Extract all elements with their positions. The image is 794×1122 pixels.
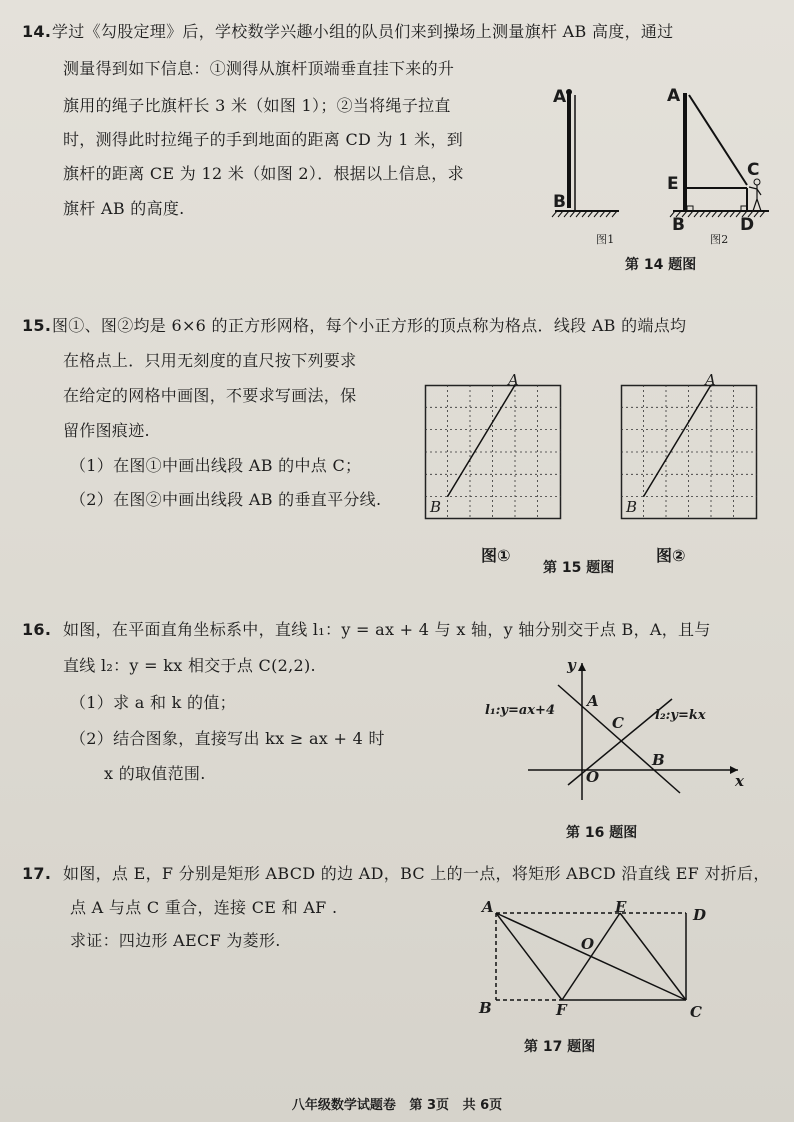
segment-EC xyxy=(620,913,686,1000)
q17-label-O: O xyxy=(581,935,595,953)
q17-line3: 求证：四边形 AECF 为菱形. xyxy=(70,931,281,950)
q15-sub1: （1）在图①中画出线段 AB 的中点 C； xyxy=(70,456,362,475)
segment-AB-2 xyxy=(644,385,712,497)
q15-line4: 留作图痕迹. xyxy=(63,421,150,440)
q14-fig2-diagram xyxy=(665,85,775,225)
q14-line1: 学过《勾股定理》后，学校数学兴趣小组的队员们来到操场上测量旗杆 AB 高度，通过 xyxy=(52,22,674,41)
q17-label-D: D xyxy=(693,906,707,924)
q15-caption: 第 15 题图 xyxy=(543,560,615,576)
q15-number: 15. xyxy=(22,316,52,335)
q15-grid2-label-A: A xyxy=(705,371,716,389)
person-figure xyxy=(749,185,761,211)
q14-fig1-label: 图1 xyxy=(596,233,615,246)
q17-label-C: C xyxy=(690,1003,702,1021)
q14-caption: 第 14 题图 xyxy=(625,257,697,273)
line-l1 xyxy=(558,685,680,793)
q15-fig1-label: 图① xyxy=(481,546,511,565)
q14-number: 14. xyxy=(22,22,52,41)
segment-AF xyxy=(496,913,562,1000)
q14-line2: 测量得到如下信息：①测得从旗杆顶端垂直挂下来的升 xyxy=(63,59,455,78)
q17-number: 17. xyxy=(22,864,52,883)
q14-label-B1: B xyxy=(553,192,566,212)
rope-AC xyxy=(689,95,747,185)
segment-AB-1 xyxy=(448,385,516,497)
q16-sub2: （2）结合图象，直接写出 kx ≥ ax + 4 时 xyxy=(70,729,385,748)
footer-title: 八年级数学试题卷 xyxy=(291,1098,396,1113)
q15-grid2-label-B: B xyxy=(626,498,638,516)
q17-label-A: A xyxy=(482,898,494,916)
q17-line1: 如图，点 E，F 分别是矩形 ABCD 的边 AD，BC 上的一点，将矩形 ABCD 沿直线 EF 对折后， xyxy=(63,864,770,883)
q14-label-D: D xyxy=(740,215,755,235)
q17-caption: 第 17 题图 xyxy=(524,1039,596,1055)
q15-sub2: （2）在图②中画出线段 AB 的垂直平分线. xyxy=(70,490,382,509)
q16-label-B: B xyxy=(652,751,665,769)
q17-line2: 点 A 与点 C 重合，连接 CE 和 AF . xyxy=(70,898,338,917)
q16-line2: 直线 l₂：y = kx 相交于点 C(2,2). xyxy=(63,656,316,675)
q16-l1-label: l₁:y=ax+4 xyxy=(485,703,555,718)
pole-top-point xyxy=(566,89,572,95)
page-footer xyxy=(0,1094,794,1113)
q15-line2: 在格点上．只用无刻度的直尺按下列要求 xyxy=(63,351,357,370)
q14-label-A2: A xyxy=(667,86,681,106)
footer-page: 第 3页 xyxy=(409,1098,449,1113)
q14-line3: 旗用的绳子比旗杆长 3 米（如图 1）；②当将绳子拉直 xyxy=(63,96,451,115)
q15-grid1-label-B: B xyxy=(430,498,442,516)
q16-label-C: C xyxy=(612,714,624,732)
q15-line1: 图①、图②均是 6×6 的正方形网格，每个小正方形的顶点称为格点．线段 AB 的端点均 xyxy=(52,316,687,335)
q14-line5: 旗杆的距离 CE 为 12 米（如图 2）．根据以上信息，求 xyxy=(63,164,464,183)
q14-line6: 旗杆 AB 的高度. xyxy=(63,199,185,218)
q14-line4: 时，测得此时拉绳子的手到地面的距离 CD 为 1 米，到 xyxy=(63,130,463,149)
q14-label-A1: A xyxy=(553,87,567,107)
q16-line1: 如图，在平面直角坐标系中，直线 l₁：y = ax + 4 与 x 轴，y 轴分别交于点 B，A，且与 xyxy=(63,620,711,639)
q15-fig2-label: 图② xyxy=(656,546,686,565)
q14-fig2-label: 图2 xyxy=(710,233,729,246)
q16-label-A: A xyxy=(587,692,599,710)
q14-label-E: E xyxy=(667,174,679,194)
q16-l2-label: l₂:y=kx xyxy=(655,708,706,723)
segment-EF xyxy=(562,913,620,1000)
q17-label-B: B xyxy=(479,999,492,1017)
q15-grid-2 xyxy=(621,385,757,519)
q15-grid1-label-A: A xyxy=(508,371,519,389)
q17-label-F: F xyxy=(556,1001,567,1019)
q16-sub1: （1）求 a 和 k 的值； xyxy=(70,693,236,712)
q14-label-C: C xyxy=(747,160,760,180)
q16-caption: 第 16 题图 xyxy=(566,825,638,841)
q16-graph xyxy=(520,655,750,805)
q16-y-axis-label: y xyxy=(567,656,576,674)
q16-x-axis-label: x xyxy=(735,772,744,790)
footer-total: 共 6页 xyxy=(462,1098,503,1113)
q15-grid-1 xyxy=(425,385,561,519)
q16-number: 16. xyxy=(22,620,52,639)
q17-label-E: E xyxy=(615,898,627,916)
q14-label-B2: B xyxy=(672,215,685,235)
q16-sub2b: x 的取值范围. xyxy=(104,764,206,783)
q16-label-O: O xyxy=(586,768,600,786)
y-axis-arrow xyxy=(578,663,586,671)
q17-diagram xyxy=(490,905,700,1010)
q15-line3: 在给定的网格中画图，不要求写画法，保 xyxy=(63,386,357,405)
